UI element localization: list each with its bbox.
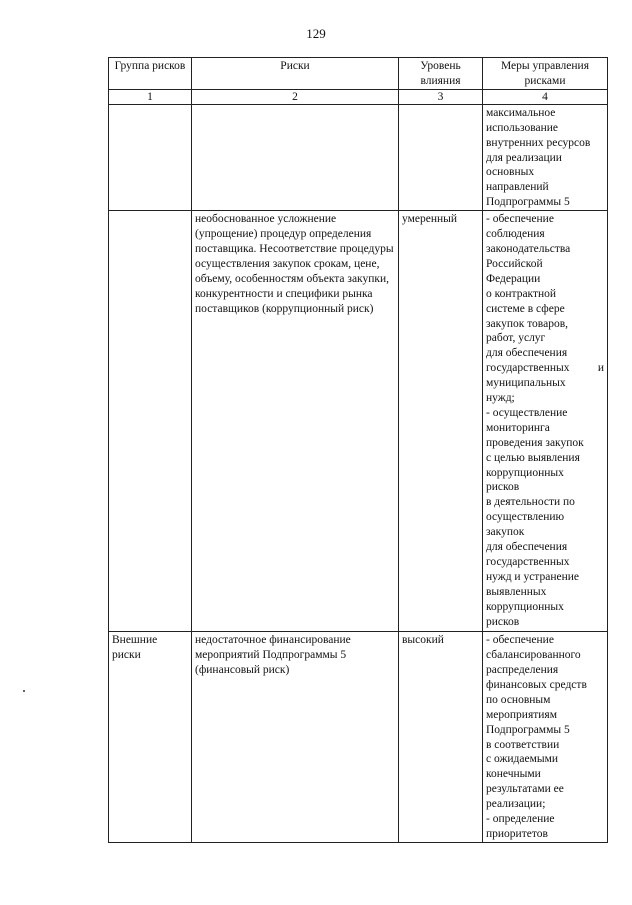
column-number: 3 [399,89,483,104]
risk-management-table [108,57,608,843]
table-body [109,104,608,842]
measure-line: нужд; [486,392,515,405]
scan-speck [23,690,25,692]
measure-line: сбалансированного [486,649,581,662]
measure-line: конечными [486,768,541,781]
measure-line: муниципальных [486,377,566,390]
measure-line: работ, услуг [486,332,546,345]
measure-line: основных [486,166,535,179]
measure-line: направлений [486,181,549,194]
measure-line: о контрактной [486,287,557,300]
measure-line: выявленных [486,585,547,598]
measure-line: внутренних ресурсов [486,136,591,149]
measure-line: по основным [486,693,551,706]
risk-description-cell: необоснованное усложнение (упрощение) процедур определения поставщика. Несоответствие процедуры осуществления закупок срокам, цене, объему, особенностям объекта закупки, конкурентности и специфики рынка поставщиков (коррупционный риск) [192,211,399,632]
measure-line: нужд и устранение [486,570,579,583]
measure-line: законодательства [486,242,571,255]
measure-line: Подпрограммы 5 [486,196,570,209]
table-row [109,632,608,843]
measure-line: закупок [486,526,525,539]
measure-line: рисков [486,481,520,494]
table-column-number-row [109,89,608,104]
measure-line: осуществлению [486,511,565,524]
measure-line: для реализации [486,151,562,164]
column-number: 4 [483,89,608,104]
measure-line: для обеспечения [486,541,568,554]
measure-line: в деятельности по [486,496,575,509]
measure-line: рисков [486,615,520,628]
page-number: 129 [306,26,326,41]
measure-line: соблюдения [486,228,545,241]
column-number: 2 [192,89,399,104]
header-risk-group: Группа рисков [109,58,192,90]
risk-description-cell: недостаточное финансирование мероприятий Подпрограммы 5 (финансовый риск) [192,632,399,843]
risk-group-cell [109,211,192,632]
impact-level-cell [399,104,483,210]
measure-line: Российской [486,257,543,270]
measure-line: - обеспечение [486,634,554,647]
measure-line: реализации; [486,798,546,811]
header-impact-level: Уровень влияния [399,58,483,90]
measure-line: использование [486,121,559,134]
measure-line: мероприятиям [486,708,557,721]
risk-measures-cell [483,632,608,843]
impact-level-cell: умеренный [399,211,483,632]
risk-description-cell [192,104,399,210]
risk-measures-cell [483,104,608,210]
column-number: 1 [109,89,192,104]
measure-line: государственных и [486,362,604,375]
measure-line: для обеспечения [486,347,568,360]
measure-line: финансовых средств [486,678,587,691]
measure-line: - обеспечение [486,213,554,226]
measure-line: приоритетов [486,827,548,840]
measure-line: распределения [486,663,559,676]
measure-line: коррупционных [486,466,564,479]
measure-line: проведения закупок [486,436,584,449]
measure-line: с целью выявления [486,451,580,464]
measure-line: государственных [486,556,570,568]
table-row [109,211,608,632]
table-header-row [109,58,608,90]
measure-line: мониторинга [486,421,550,434]
measure-line: коррупционных [486,600,564,613]
table-row [109,104,608,210]
risk-group-cell: Внешние риски [109,632,192,843]
measure-line: - определение [486,813,555,826]
measure-line: результатами ее [486,783,564,796]
measure-line: Федерации [486,272,541,285]
measure-line: максимальное [486,106,556,119]
impact-level-cell: высокий [399,632,483,843]
measure-line: с ожидаемыми [486,753,559,766]
measure-line: - осуществление [486,406,568,419]
measure-line: Подпрограммы 5 [486,723,570,736]
risk-measures-cell [483,211,608,632]
measure-line: системе в сфере [486,302,565,315]
header-risks: Риски [192,58,399,90]
measure-line: закупок товаров, [486,317,568,330]
measure-line: в соответствии [486,738,560,751]
risk-group-cell [109,104,192,210]
header-risk-measures: Меры управления рисками [483,58,608,90]
